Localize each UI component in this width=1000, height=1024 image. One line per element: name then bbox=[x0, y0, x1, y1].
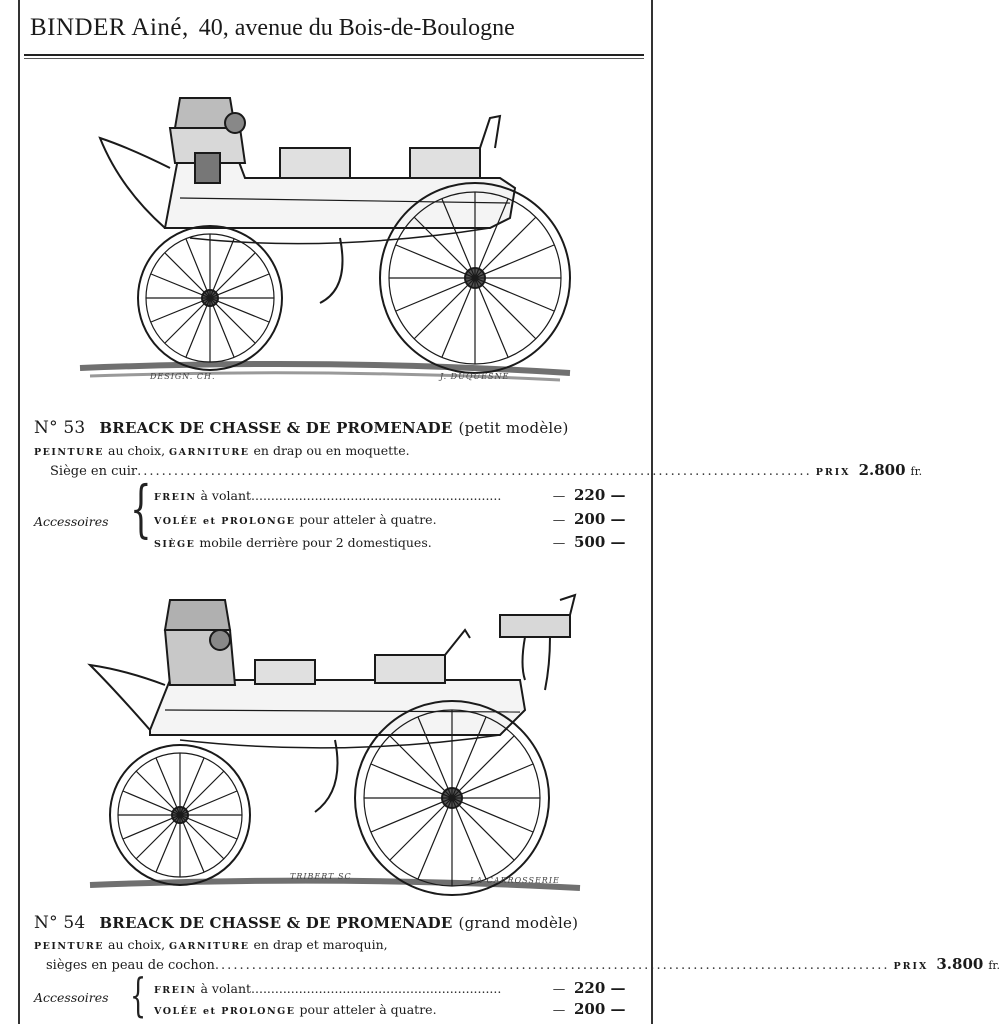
leader-dots: .............................................................................................................. bbox=[214, 958, 890, 973]
model-54-title-row bbox=[34, 913, 578, 933]
accessories-label: Accessoires bbox=[34, 514, 109, 529]
price-value: 3.800 bbox=[936, 955, 984, 973]
accessory-row: VOLÉE et PROLONGE pour atteler à quatre. — 200 — bbox=[154, 510, 626, 528]
engraver-signature-right: LA CARROSSERIE bbox=[470, 876, 560, 885]
page-border-right bbox=[651, 0, 653, 1024]
finish-label: PEINTURE bbox=[34, 941, 105, 952]
upholstery-text: en drap et maroquin, bbox=[249, 937, 388, 952]
page-border-left bbox=[18, 0, 20, 1024]
seats-text: Siège en cuir bbox=[50, 464, 138, 479]
catalog-header bbox=[30, 14, 640, 48]
seats-text: sièges en peau de cochon bbox=[46, 958, 215, 973]
finish-label: PEINTURE bbox=[34, 447, 105, 458]
header-divider bbox=[24, 54, 644, 56]
engraver-signature-right: J. DUQUESNE bbox=[440, 372, 510, 381]
model-title: BREACK DE CHASSE & DE PROMENADE bbox=[99, 419, 453, 437]
header-divider-thin bbox=[24, 58, 644, 59]
upholstery-text: en drap ou en moquette. bbox=[249, 443, 410, 458]
model-number: N° 53 bbox=[34, 418, 86, 438]
engraver-signature-left: DESIGN. CH. bbox=[150, 372, 216, 381]
carriage-illustration-petit-modele bbox=[70, 78, 600, 388]
model-54-finish-line bbox=[34, 937, 388, 952]
accessory-row: SIÈGE mobile derrière pour 2 domestiques. — 500 — bbox=[154, 533, 626, 551]
price-value: 2.800 bbox=[858, 461, 906, 479]
price-unit: fr. bbox=[910, 465, 923, 478]
price-unit: fr. bbox=[988, 959, 1000, 972]
upholstery-label: GARNITURE bbox=[169, 447, 250, 458]
carriage-illustration-grand-modele bbox=[80, 590, 600, 900]
engraver-signature-left: TRIBERT SC bbox=[290, 872, 352, 881]
model-size: (grand modèle) bbox=[458, 914, 579, 932]
accessory-row: FREIN à volant............................................................... — 220 — bbox=[154, 486, 626, 504]
upholstery-label: GARNITURE bbox=[169, 941, 250, 952]
model-title: BREACK DE CHASSE & DE PROMENADE bbox=[99, 914, 453, 932]
price-label: PRIX bbox=[893, 961, 929, 972]
model-size: (petit modèle) bbox=[458, 419, 569, 437]
maker-address: 40, avenue du Bois-de-Boulogne bbox=[198, 15, 515, 41]
accessories-brace: { bbox=[130, 968, 147, 1022]
accessory-row: FREIN à volant............................................................... — 220 — bbox=[154, 979, 626, 997]
accessory-row: VOLÉE et PROLONGE pour atteler à quatre. — 200 — bbox=[154, 1000, 626, 1018]
finish-text: au choix, bbox=[104, 443, 170, 458]
maker-name: BINDER Ainé, bbox=[30, 14, 189, 41]
price-label: PRIX bbox=[815, 467, 851, 478]
accessories-brace: { bbox=[130, 472, 152, 545]
finish-text: au choix, bbox=[104, 937, 170, 952]
model-53-title-row bbox=[34, 418, 569, 438]
model-number: N° 54 bbox=[34, 913, 86, 933]
accessories-label: Accessoires bbox=[34, 990, 109, 1005]
leader-dots: .............................................................................................................. bbox=[137, 464, 812, 479]
model-53-finish-line bbox=[34, 443, 410, 458]
